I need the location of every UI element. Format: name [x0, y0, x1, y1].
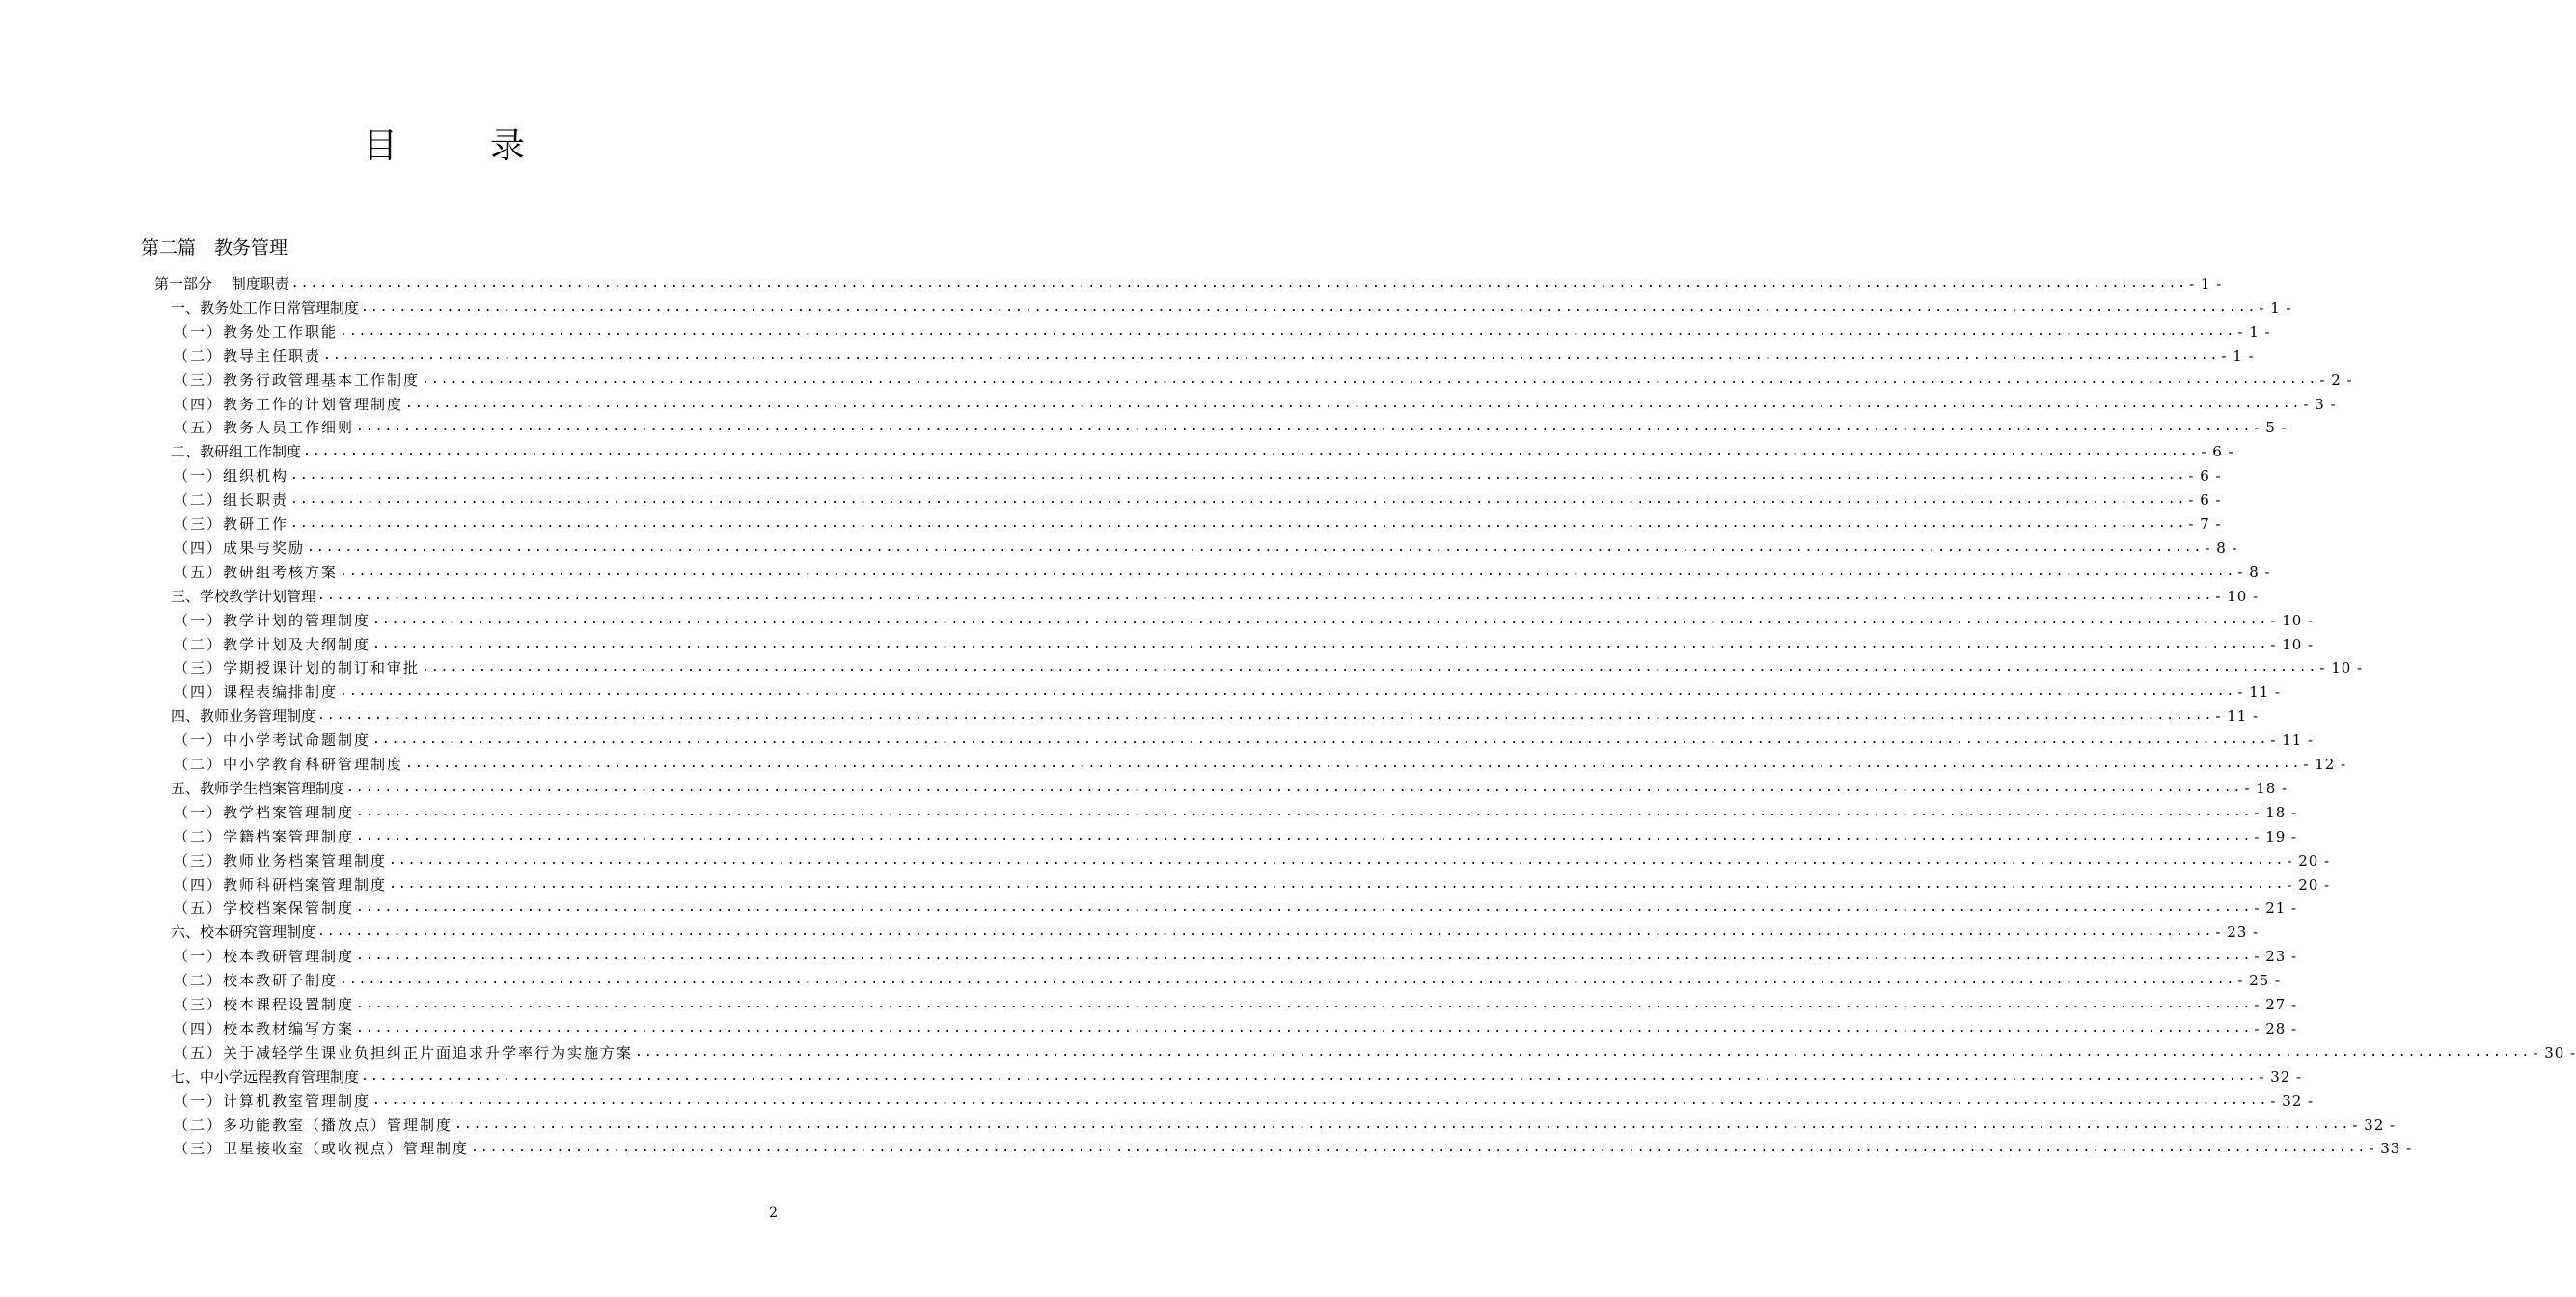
toc-entry[interactable]	[171, 775, 2288, 798]
toc-entry-page: - 33 -	[2369, 1140, 2413, 1158]
toc-entry-page: - 23 -	[2254, 948, 2298, 966]
toc-entry[interactable]	[174, 967, 2282, 990]
toc-dot-leader: ........................................................................................................................................................................................................	[356, 1020, 2253, 1035]
toc-entry[interactable]	[174, 535, 2238, 558]
toc-entry-label: （一）教学档案管理制度	[174, 803, 355, 821]
toc-entry-page: - 11 -	[2237, 683, 2282, 702]
toc-entry-label: （五）学校档案保管制度	[174, 899, 355, 918]
toc-dot-leader: ........................................................................................................................................................................................................	[340, 564, 2236, 579]
toc-dot-leader: ........................................................................................................................................................................................................	[422, 660, 2318, 676]
toc-entry-label: （一）教务处工作职能	[174, 322, 339, 341]
toc-entry-label: 三、学校教学计划管理	[171, 587, 316, 605]
toc-entry-page: - 1 -	[2259, 298, 2292, 317]
toc-dot-leader: ........................................................................................................................................................................................................	[361, 299, 2258, 315]
toc-dot-leader: ........................................................................................................................................................................................................	[303, 444, 2200, 459]
toc-entry[interactable]	[174, 343, 2255, 366]
toc-entry-page: - 18 -	[2254, 803, 2298, 821]
toc-entry-label: （四）校本教材编写方案	[174, 1019, 355, 1037]
toc-entry[interactable]	[174, 318, 2271, 342]
page-number: 2	[769, 1205, 778, 1221]
toc-entry-label: 第一部分 制度职责	[154, 275, 289, 292]
toc-entry-label: （四）教师科研档案管理制度	[174, 875, 388, 894]
toc-entry-label: （一）校本教研管理制度	[174, 948, 355, 966]
toc-entry[interactable]	[174, 1135, 2413, 1158]
toc-dot-leader: ........................................................................................................................................................................................................	[454, 1117, 2351, 1132]
toc-entry-label: （二）组长职责	[174, 491, 289, 510]
toc-dot-leader: ........................................................................................................................................................................................................	[317, 708, 2214, 724]
toc-entry-label: 六、校本研究管理制度	[171, 924, 316, 942]
toc-entry-page: - 32 -	[2259, 1067, 2303, 1086]
toc-entry[interactable]	[174, 511, 2222, 534]
toc-dot-leader: ........................................................................................................................................................................................................	[346, 780, 2243, 795]
toc-entry[interactable]	[154, 270, 2223, 293]
toc-entry-label: （五）关于减轻学生课业负担纠正片面追求升学率行为实施方案	[174, 1043, 634, 1062]
toc-entry-page: - 32 -	[2352, 1116, 2397, 1134]
toc-entry[interactable]	[174, 631, 2315, 654]
toc-entry-page: - 3 -	[2303, 395, 2337, 413]
toc-entry-page: - 10 -	[2270, 635, 2315, 653]
toc-entry-label: （五）教研组考核方案	[174, 563, 339, 581]
toc-entry-label: 二、教研组工作制度	[171, 443, 302, 461]
toc-dot-leader: ........................................................................................................................................................................................................	[372, 636, 2269, 651]
toc-entry-page: - 21 -	[2254, 899, 2298, 918]
toc-entry-label: （二）学籍档案管理制度	[174, 827, 355, 845]
toc-entry[interactable]	[174, 751, 2347, 774]
toc-entry[interactable]	[171, 438, 2234, 461]
toc-entry-page: - 1 -	[2221, 346, 2255, 365]
toc-entry-page: - 25 -	[2237, 972, 2282, 990]
toc-entry-page: - 6 -	[2201, 443, 2234, 461]
toc-entry-page: - 8 -	[2237, 563, 2271, 581]
toc-entry[interactable]	[171, 583, 2260, 606]
toc-entry-label: （四）教务工作的计划管理制度	[174, 395, 404, 413]
toc-dot-leader: ........................................................................................................................................................................................................	[356, 949, 2253, 964]
toc-entry-page: - 11 -	[2215, 707, 2260, 726]
toc-dot-leader: ........................................................................................................................................................................................................	[405, 396, 2302, 411]
toc-entry-page: - 1 -	[2237, 322, 2271, 341]
toc-entry-page: - 32 -	[2270, 1091, 2315, 1110]
toc-dot-leader: ........................................................................................................................................................................................................	[356, 997, 2253, 1011]
toc-entry[interactable]	[174, 486, 2222, 510]
toc-entry-page: - 28 -	[2254, 1019, 2298, 1037]
toc-entry[interactable]	[174, 943, 2298, 966]
toc-entry-label: （二）多功能教室（播放点）管理制度	[174, 1116, 453, 1134]
toc-dot-leader: ........................................................................................................................................................................................................	[356, 900, 2253, 916]
toc-entry[interactable]	[174, 823, 2298, 846]
toc-entry[interactable]	[174, 678, 2282, 702]
toc-entry-label: 一、教务处工作日常管理制度	[171, 298, 360, 317]
toc-entry-label: 四、教师业务管理制度	[171, 707, 316, 726]
toc-entry[interactable]	[174, 991, 2298, 1014]
toc-entry[interactable]	[171, 1063, 2303, 1087]
toc-entry-label: （四）成果与奖励	[174, 538, 306, 557]
toc-entry-page: - 27 -	[2254, 996, 2298, 1013]
toc-entry-label: （三）学期授课计划的制订和审批	[174, 659, 421, 677]
toc-dot-leader: ........................................................................................................................................................................................................	[389, 876, 2286, 892]
toc-entry-label: （一）教学计划的管理制度	[174, 611, 371, 629]
toc-entry-label: 七、中小学远程教育管理制度	[171, 1067, 360, 1086]
toc-entry-label: （二）教导主任职责	[174, 346, 322, 365]
toc-entry[interactable]	[174, 799, 2298, 822]
toc-dot-leader: ........................................................................................................................................................................................................	[340, 684, 2236, 700]
toc-entry-label: （三）教研工作	[174, 515, 289, 533]
toc-entry-label: （三）教师业务档案管理制度	[174, 851, 388, 869]
toc-dot-leader: ........................................................................................................................................................................................................	[635, 1044, 2532, 1060]
toc-entry-page: - 6 -	[2188, 467, 2222, 485]
toc-entry-label: （二）校本教研子制度	[174, 972, 339, 990]
toc-entry[interactable]	[174, 871, 2331, 895]
toc-entry-page: - 18 -	[2244, 779, 2288, 797]
toc-entry[interactable]	[174, 367, 2353, 390]
toc-dot-leader: ........................................................................................................................................................................................................	[340, 973, 2236, 988]
toc-entry[interactable]	[174, 1088, 2315, 1111]
toc-entry[interactable]	[174, 559, 2271, 582]
toc-entry-label: 五、教师学生档案管理制度	[171, 779, 345, 797]
toc-entry-label: （一）计算机教室管理制度	[174, 1091, 371, 1110]
toc-entry-page: - 5 -	[2254, 419, 2288, 437]
toc-entry[interactable]	[174, 847, 2331, 870]
toc-entry-label: （四）课程表编排制度	[174, 683, 339, 702]
toc-entry-page: - 23 -	[2215, 924, 2260, 942]
toc-entry-page: - 30 -	[2533, 1043, 2576, 1062]
toc-entry[interactable]	[171, 703, 2260, 726]
toc-entry[interactable]	[174, 1039, 2576, 1062]
toc-dot-leader: ........................................................................................................................................................................................................	[405, 757, 2302, 771]
toc-entry[interactable]	[174, 1112, 2397, 1135]
toc-entry-label: （一）组织机构	[174, 467, 289, 485]
toc-dot-leader: ........................................................................................................................................................................................................	[356, 828, 2253, 843]
toc-entry-page: - 7 -	[2188, 515, 2222, 533]
toc-entry-page: - 20 -	[2287, 851, 2331, 869]
toc-entry-label: （五）教务人员工作细则	[174, 419, 355, 437]
toc-entry[interactable]	[171, 919, 2260, 942]
toc-entry-page: - 1 -	[2189, 275, 2223, 292]
toc-entry-page: - 20 -	[2287, 875, 2331, 894]
toc-entry[interactable]	[174, 391, 2337, 414]
toc-entry-label: （三）卫星接收室（或收视点）管理制度	[174, 1140, 470, 1158]
toc-entry-label: （二）教学计划及大纲制度	[174, 635, 371, 653]
toc-entry-label: （二）中小学教育科研管理制度	[174, 756, 404, 773]
toc-entry-page: - 8 -	[2205, 538, 2238, 557]
toc-dot-leader: ........................................................................................................................................................................................................	[361, 1068, 2258, 1084]
toc-dot-leader: ........................................................................................................................................................................................................	[290, 468, 2187, 483]
toc-entry-page: - 10 -	[2215, 587, 2260, 605]
toc-entry[interactable]	[174, 414, 2288, 437]
part-heading: 第二篇 教务管理	[141, 237, 288, 259]
toc-entry-page: - 12 -	[2303, 756, 2347, 773]
toc-entry-page: - 11 -	[2270, 731, 2315, 750]
toc-entry-label: （三）教务行政管理基本工作制度	[174, 371, 421, 389]
toc-entry-page: - 2 -	[2319, 371, 2353, 389]
toc-dot-leader: ........................................................................................................................................................................................................	[356, 420, 2253, 435]
toc-dot-leader: ........................................................................................................................................................................................................	[389, 852, 2286, 868]
toc-entry-page: - 19 -	[2254, 827, 2298, 845]
toc-dot-leader: ........................................................................................................................................................................................................	[317, 924, 2214, 940]
toc-dot-leader: ........................................................................................................................................................................................................	[317, 588, 2214, 603]
toc-dot-leader: ........................................................................................................................................................................................................	[290, 492, 2187, 508]
toc-entry-page: - 10 -	[2319, 659, 2364, 677]
toc-entry-label: （一）中小学考试命题制度	[174, 731, 371, 750]
document-title: 目 录	[362, 126, 554, 166]
toc-entry[interactable]	[171, 294, 2292, 317]
toc-dot-leader: ........................................................................................................................................................................................................	[290, 276, 2188, 290]
toc-dot-leader: ........................................................................................................................................................................................................	[422, 372, 2318, 387]
toc-entry[interactable]	[174, 727, 2315, 750]
toc-dot-leader: ........................................................................................................................................................................................................	[471, 1141, 2368, 1156]
toc-dot-leader: ........................................................................................................................................................................................................	[307, 539, 2204, 555]
toc-entry[interactable]	[174, 1015, 2298, 1038]
toc-dot-leader: ........................................................................................................................................................................................................	[372, 612, 2269, 627]
toc-dot-leader: ........................................................................................................................................................................................................	[372, 1092, 2269, 1108]
toc-entry[interactable]	[174, 895, 2298, 918]
toc-entry-label: （三）校本课程设置制度	[174, 996, 355, 1013]
toc-dot-leader: ........................................................................................................................................................................................................	[372, 732, 2269, 748]
toc-dot-leader: ........................................................................................................................................................................................................	[356, 804, 2253, 819]
toc-entry[interactable]	[174, 607, 2315, 630]
toc-dot-leader: ........................................................................................................................................................................................................	[340, 323, 2236, 339]
toc-entry[interactable]	[174, 462, 2222, 485]
toc-entry-page: - 10 -	[2270, 611, 2315, 629]
toc-entry[interactable]	[174, 654, 2364, 677]
toc-dot-leader: ........................................................................................................................................................................................................	[323, 347, 2220, 363]
toc-entry-page: - 6 -	[2188, 491, 2222, 510]
toc-dot-leader: ........................................................................................................................................................................................................	[290, 516, 2187, 531]
